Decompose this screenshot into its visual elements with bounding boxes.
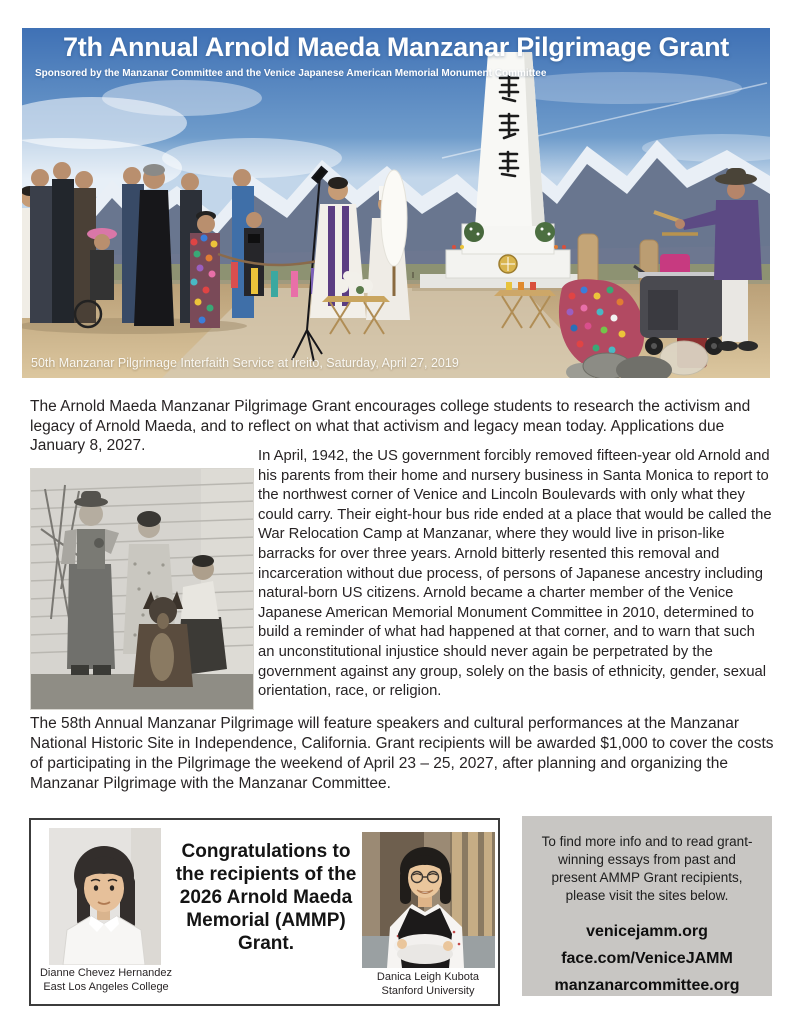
maeda-family-photo <box>30 468 254 710</box>
recipients-box <box>29 818 500 1006</box>
info-text: To find more info and to read grant-winning essays from past and present AMMP Grant recipients, please visit the sites below. <box>541 834 753 903</box>
recipient-photo-danica <box>362 832 495 968</box>
pilgrimage-paragraph: The 58th Annual Manzanar Pilgrimage will feature speakers and cultural performances at the Manzanar National Historic Site in Independence, California. Grant recipients will be awarded $1,000 to cover the costs of participating in the Pilgrimage the weekend of April 23 – 25, 2027, after planning and organizing the Manzanar Pilgrimage with the Manzanar Committee. <box>30 715 774 792</box>
recipient-name: Danica Leigh Kubota <box>376 971 480 983</box>
congratulations-text: Congratulations to the recipients of the 2026 Arnold Maeda Memorial (AMMP) Grant. <box>175 841 357 954</box>
recipient-photo-dianne <box>49 828 161 965</box>
info-box <box>522 816 772 996</box>
page-title: 7th Annual Arnold Maeda Manzanar Pilgrimage Grant <box>63 32 729 62</box>
recipient-1-caption <box>31 967 181 994</box>
recipient-school: East Los Angeles College <box>43 980 169 993</box>
family-photo-illustration <box>31 469 253 709</box>
link-manzanarcommittee[interactable]: manzanarcommittee.org <box>554 977 740 994</box>
recipient-1-illustration <box>49 828 161 965</box>
intro-paragraph: The Arnold Maeda Manzanar Pilgrimage Grant encourages college students to research the activism and legacy of Arnold Maeda, and to reflect on what that activism and legacy mean today. Applications due January 8, 2027. <box>30 398 751 454</box>
pilgrimage-photo-illustration <box>22 28 770 378</box>
link-facebook-venicejamm[interactable]: face.com/VeniceJAMM <box>561 950 733 967</box>
info-links <box>522 918 772 999</box>
hero-photo <box>22 28 770 378</box>
recipient-school: Stanford University <box>381 984 475 997</box>
photo-caption: 50th Manzanar Pilgrimage Interfaith Service at Ireito, Saturday, April 27, 2019 <box>31 356 459 370</box>
recipient-name: Dianne Chevez Hernandez <box>39 967 173 979</box>
recipient-2-illustration <box>362 832 495 968</box>
link-venicejamm[interactable]: venicejamm.org <box>586 923 708 940</box>
history-paragraph: In April, 1942, the US government forcibly removed fifteen-year old Arnold and his parents from their home and nursery business in Santa Monica to report to the northwest corner of Venice and Lincoln Boulevards with only what they could carry. Their eight-hour bus ride ended at a place that would be called the War Relocation Camp at Manzanar, where they would live in prison-like barracks for over three years. Arnold bitterly resented this removal and incarceration without due process, of persons of Japanese ancestry including natural-born US citizens. Arnold became a charter member of the Venice Japanese American Memorial Monument Committee in 2010, determined to build a reminder of what had happened at that corner, and to warn that such an unconstitutional injustice should never again be perpetrated by the government against any group, solely on the basis of ethnicity, gender, sexual orientation, race, or religion. <box>258 448 772 700</box>
recipient-2-caption <box>345 971 511 998</box>
page-subtitle: Sponsored by the Manzanar Committee and the Venice Japanese American Memorial Monument Committee <box>35 68 547 79</box>
